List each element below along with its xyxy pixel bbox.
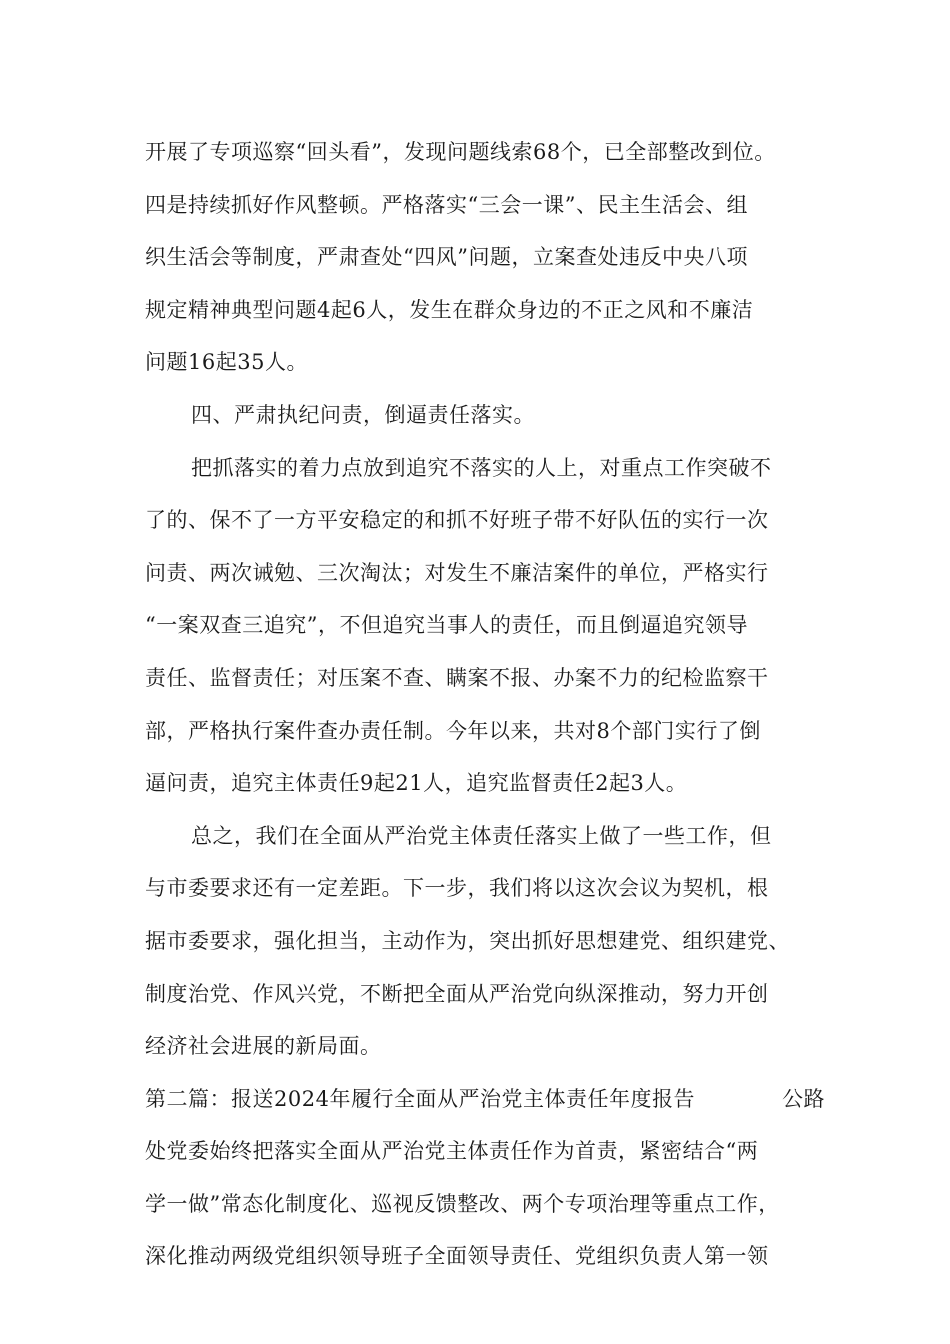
text-line: 据市委要求，强化担当，主动作为，突出抓好思想建党、组织建党、	[145, 928, 790, 953]
text-line: 把抓落实的着力点放到追究不落实的人上，对重点工作突破不	[191, 455, 772, 480]
text-line: 深化推动两级党组织领导班子全面领导责任、党组织负责人第一领	[145, 1244, 769, 1269]
text-line: 处党委始终把落实全面从严治党主体责任作为首责，紧密结合“两	[145, 1139, 759, 1164]
second-article-title-line	[145, 1073, 825, 1126]
text-line: 制度治党、作风兴党，不断把全面从严治党向纵深推动，努力开创	[145, 981, 769, 1006]
text-line: 了的、保不了一方平安稳定的和抓不好班子带不好队伍的实行一次	[145, 508, 769, 533]
text-line: 与市委要求还有一定差距。下一步，我们将以这次会议为契机，根	[145, 876, 769, 901]
text-line: 经济社会进展的新局面。	[145, 1034, 382, 1059]
second-article-title: 第二篇：报送2024年履行全面从严治党主体责任年度报告	[145, 1086, 695, 1111]
text-line: 问责、两次诫勉、三次淘汰；对发生不廉洁案件的单位，严格实行	[145, 560, 769, 585]
text-line: 部，严格执行案件查办责任制。今年以来，共对8个部门实行了倒	[145, 718, 761, 743]
text-line: 开展了专项巡察“回头看”，发现问题线索68个，已全部整改到位。	[145, 140, 776, 164]
text-line: 责任、监督责任；对压案不查、瞒案不报、办案不力的纪检监察干	[145, 665, 769, 690]
text-line: 织生活会等制度，严肃查处“四风”问题，立案查处违反中央八项	[145, 245, 748, 270]
text-line: 学一做”常态化制度化、巡视反馈整改、两个专项治理等重点工作，	[145, 1191, 780, 1216]
text-line: 总之，我们在全面从严治党主体责任落实上做了一些工作，但	[191, 823, 772, 848]
section-heading: 四、严肃执纪问责，倒逼责任落实。	[191, 402, 535, 427]
text-line: 四是持续抓好作风整顿。严格落实“三会一课”、民主生活会、组	[145, 192, 748, 217]
body-text	[145, 126, 825, 1283]
text-line: 逼问责，追究主体责任9起21人，追究监督责任2起3人。	[145, 771, 688, 796]
text-line: “一案双查三追究”，不但追究当事人的责任，而且倒逼追究领导	[145, 613, 748, 638]
second-article-title-tail: 公路	[782, 1086, 825, 1111]
text-line: 规定精神典型问题4起6人，发生在群众身边的不正之风和不廉洁	[145, 297, 754, 322]
text-line: 问题16起35人。	[145, 350, 308, 375]
